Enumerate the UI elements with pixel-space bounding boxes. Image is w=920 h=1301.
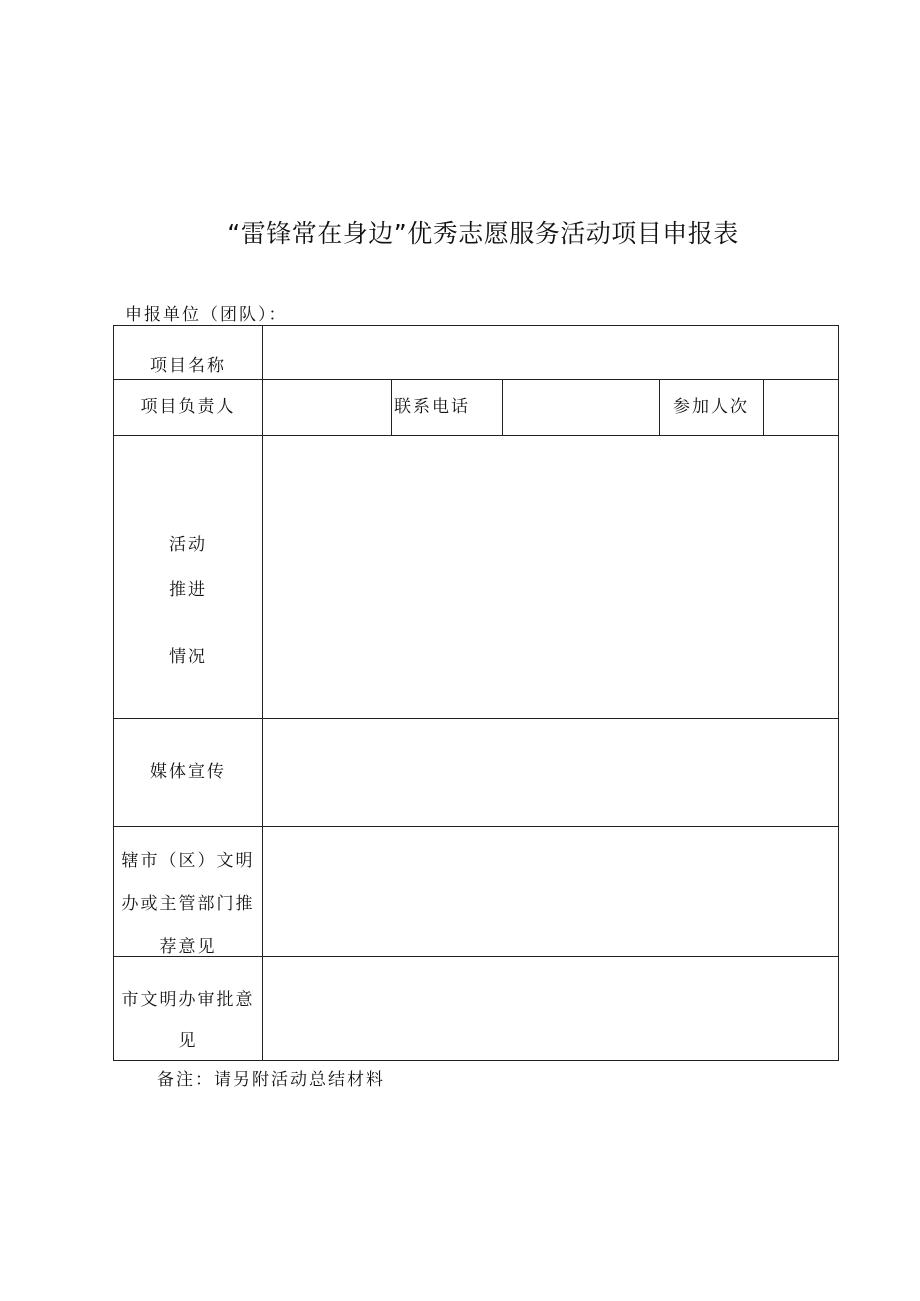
leader-label: 项目负责人 <box>140 396 236 417</box>
remark-note: 备注：请另附活动总结材料 <box>157 1070 385 1090</box>
city-opinion-field[interactable] <box>263 957 838 1060</box>
progress-label-line-1: 活动 <box>169 535 207 555</box>
participants-label: 参加人次 <box>673 396 749 417</box>
participants-field[interactable] <box>764 380 838 435</box>
media-field[interactable] <box>263 719 838 826</box>
city-opinion-label-line-2: 见 <box>178 1031 198 1051</box>
unit-label: 申报单位（团队）： <box>125 305 288 325</box>
district-opinion-label-line-3: 荐意见 <box>159 937 217 957</box>
application-table <box>113 325 839 1061</box>
district-opinion-field[interactable] <box>263 827 838 956</box>
project-name-label: 项目名称 <box>150 355 226 376</box>
leader-field[interactable] <box>263 380 391 435</box>
phone-label: 联系电话 <box>394 396 470 417</box>
project-name-field[interactable] <box>263 326 838 379</box>
phone-field[interactable] <box>503 380 659 435</box>
media-label: 媒体宣传 <box>150 761 226 782</box>
progress-label-line-3: 情况 <box>169 647 207 667</box>
city-opinion-label-line-1: 市文明办审批意 <box>121 990 255 1010</box>
progress-field[interactable] <box>263 436 838 718</box>
district-opinion-label-line-1: 辖市（区）文明 <box>121 851 255 871</box>
form-title: “雷锋常在身边”优秀志愿服务活动项目申报表 <box>227 219 739 248</box>
district-opinion-label-line-2: 办或主管部门推 <box>121 894 255 914</box>
progress-label-line-2: 推进 <box>169 580 207 600</box>
